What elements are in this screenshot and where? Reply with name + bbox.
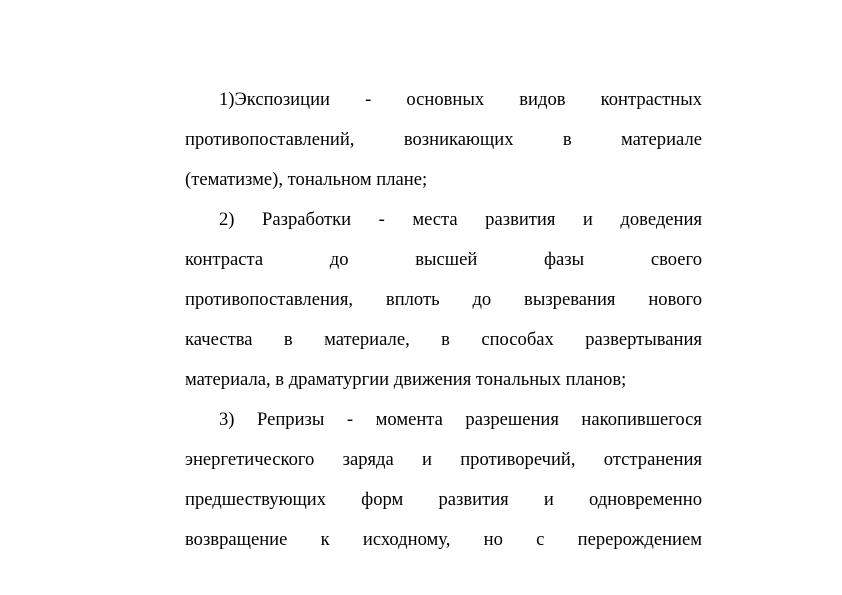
text-line-8: материала, в драматургии движения тональных планов; [185,369,627,390]
text-line-9: 3) Репризы - момента разрешения накопившегося [219,409,702,430]
text-line-10: энергетического заряда и противоречий, отстранения [185,449,702,470]
text-line-11: предшествующих форм развития и одновременно [185,489,702,510]
text-line-1: 1)Экспозиции - основных видов контрастных [219,89,702,110]
text-line-2: противопоставлений, возникающих в материале [185,129,702,150]
text-line-12: возвращение к исходному, но с перерождением [185,529,702,550]
text-line-6: противопоставления, вплоть до вызревания нового [185,289,702,310]
text-line-3: (тематизме), тональном плане; [185,169,428,190]
text-line-5: контраста до высшей фазы своего [185,249,702,270]
text-line-7: качества в материале, в способах развертывания [185,329,702,350]
text-line-4: 2) Разработки - места развития и доведения [219,209,702,230]
document-body [185,84,702,564]
